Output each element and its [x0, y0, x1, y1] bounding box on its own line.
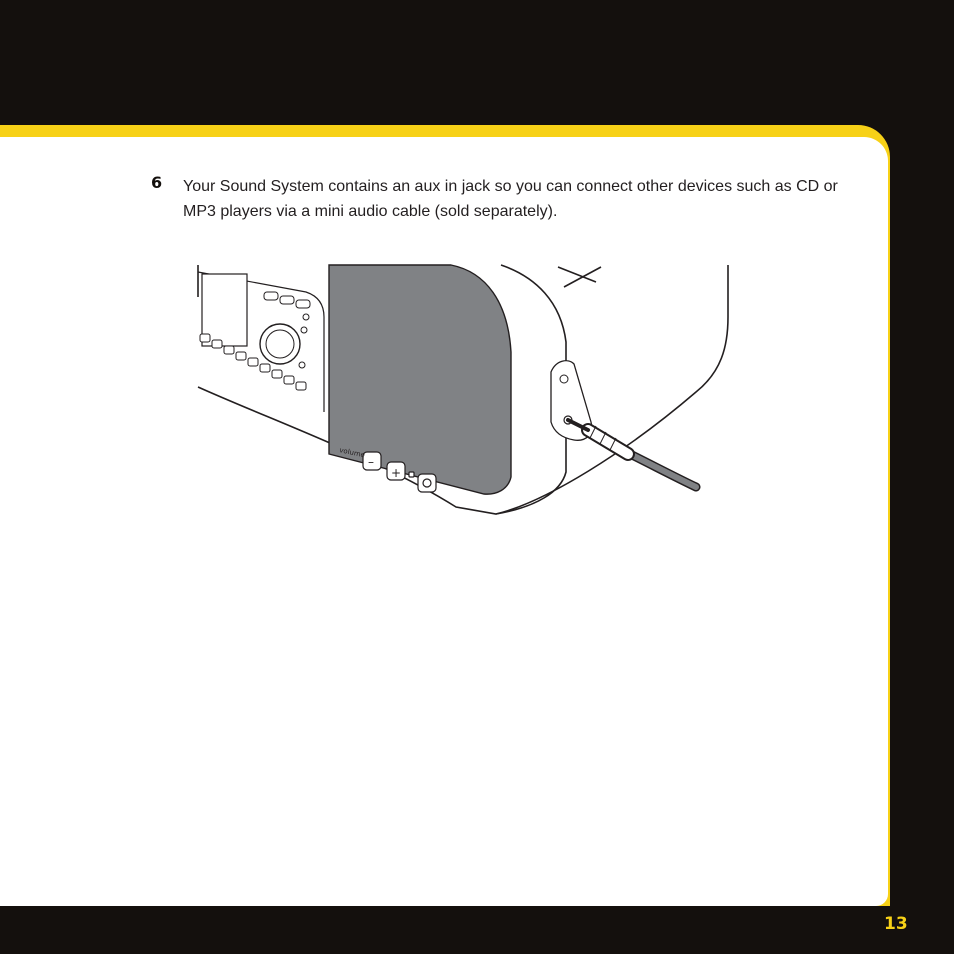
plus-symbol: + [391, 466, 402, 480]
step-number: 6 [151, 173, 163, 192]
sound-system-aux-illustration [196, 262, 736, 522]
mini-audio-cable [568, 420, 696, 487]
page-number: 13 [884, 914, 908, 934]
volume-label: volume [338, 446, 366, 460]
step-instruction-text: Your Sound System contains an aux in jack so you can connect other devices such as CD or MP3 players via a mini audio cable (sold separately). [183, 178, 838, 220]
tuning-knob [260, 324, 300, 364]
speaker-grille [329, 265, 511, 494]
minus-symbol: – [368, 455, 374, 469]
